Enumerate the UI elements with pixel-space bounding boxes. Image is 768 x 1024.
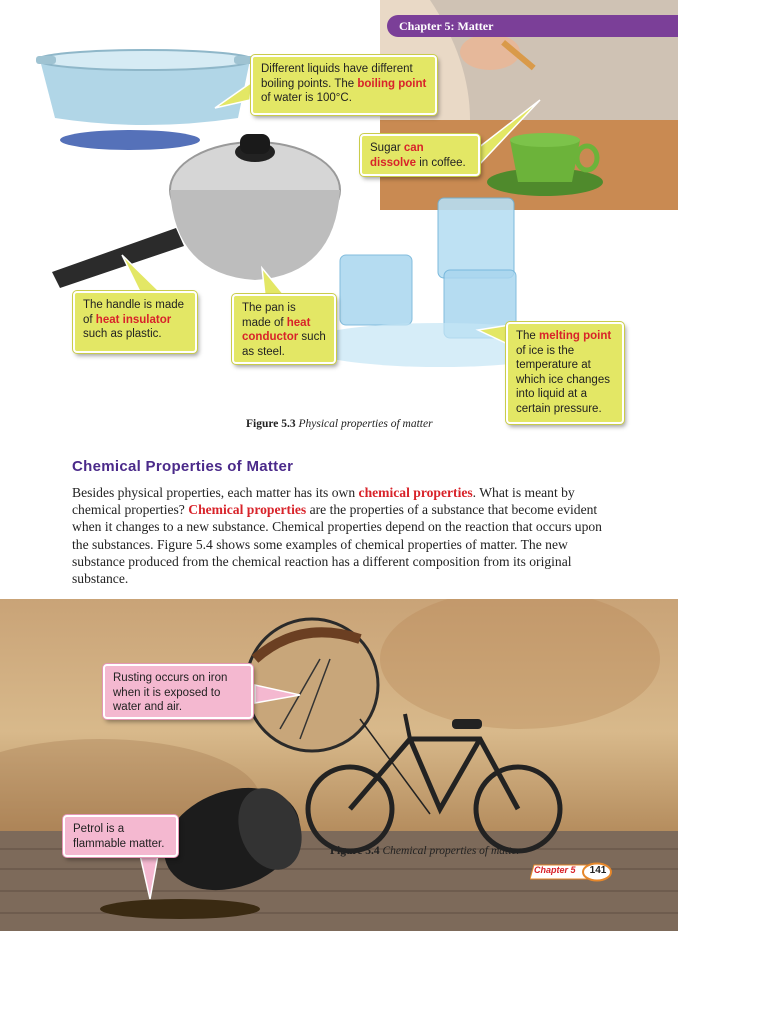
footer-chapter-label: Chapter 5 [534,865,576,875]
page-number: 141 [589,865,607,876]
callout-text: The pan is made of [242,302,296,329]
callout-sugar-dissolve [360,134,480,176]
section-heading: Chemical Properties of Matter [72,458,294,475]
callout-text: such as steel. [242,331,326,358]
callout-text: The handle is made of [83,299,185,326]
figure-label: Figure 5.3 [246,418,296,430]
chapter-tab: Chapter 5: Matter [387,15,678,37]
page-number-badge [530,862,612,882]
figure-5-4-caption [330,845,521,857]
callout-heat-conductor [232,294,336,364]
callout-heat-insulator [73,291,197,353]
callout-text: such as plastic. [83,328,162,340]
figure-caption-text: Physical properties of matter [298,418,433,430]
figure-caption-text: Chemical properties of matter [382,845,522,857]
callout-text: The [516,330,540,342]
paragraph-text: are the properties of a substance that become evident when it changes to a new substance. Chemical properties depend on the reaction that occurs upon the substances. Figure 5.4 shows some examples of chemical properties of matter. The new substance produced from the chemical reaction has a different composition from its original substance. [72,502,602,587]
callout-text: Sugar [370,142,404,154]
highlight-heat-conductor: heat conductor [242,316,311,343]
highlight-chemical-properties: chemical properties [358,485,473,500]
callout-petrol: Petrol is a flammable matter. [63,815,178,857]
highlight-heat-insulator: heat insulator [95,313,172,326]
callout-text: of water is 100°C. [261,92,352,104]
figure-label: Figure 5.4 [330,845,380,857]
callout-melting-point [506,322,624,424]
highlight-can-dissolve: can dissolve [370,142,424,169]
callout-rusting: Rusting occurs on iron when it is exposed to water and air. [103,664,253,719]
highlight-boiling-point: boiling point [357,77,427,90]
figure-5-3-caption [246,418,433,430]
paragraph-text: Besides physical properties, each matter has its own [72,485,359,500]
section-paragraph [72,484,617,587]
callout-text: in coffee. [416,156,466,169]
highlight-chemical-properties-term: Chemical properties [188,502,307,518]
callout-text: of ice is the temperature at which ice changes into liquid at a certain pressure. [516,344,610,415]
highlight-melting-point: melting point [539,330,612,342]
paragraph-text: . What is meant by chemical properties? [72,485,575,518]
callout-boiling-point [251,55,437,115]
callout-text: Different liquids have different boiling points. The [261,63,413,90]
